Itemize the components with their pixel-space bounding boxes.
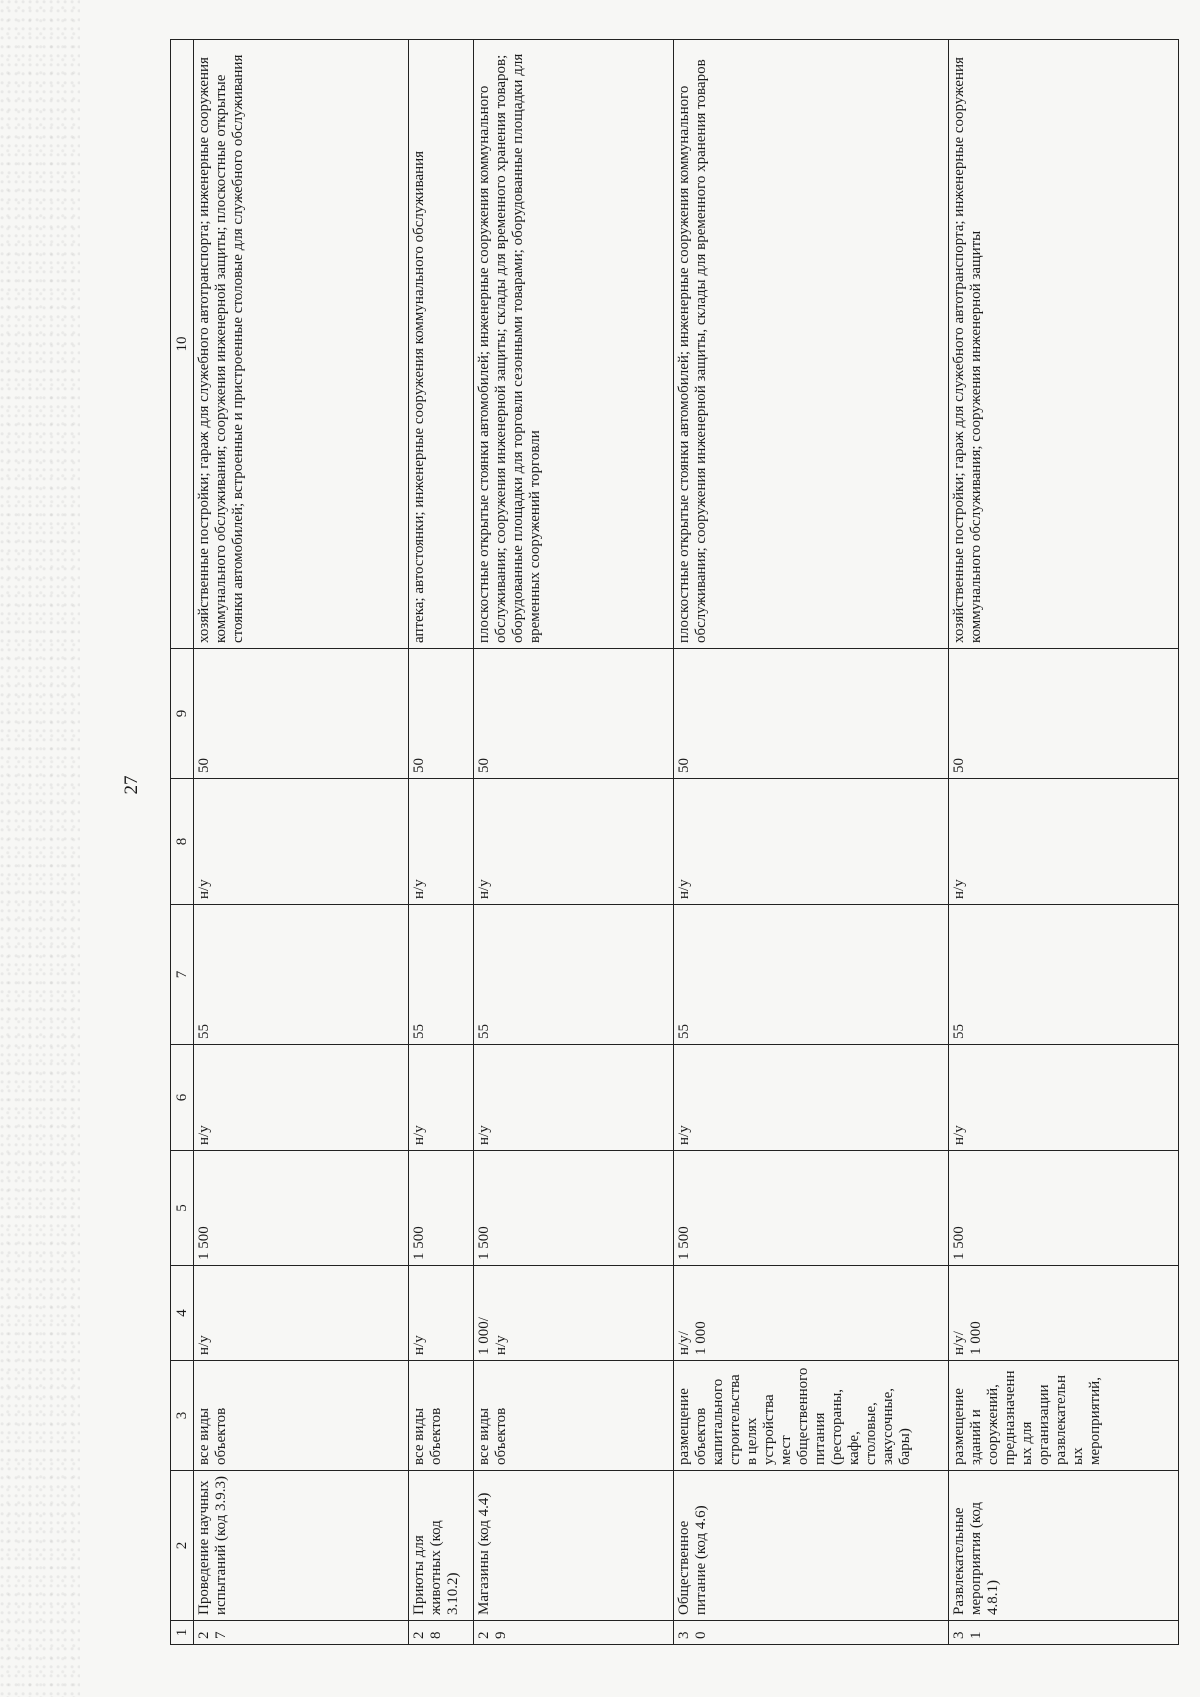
land-use-type: Развлекательные мероприятия (код 4.8.1): [949, 1471, 1179, 1621]
table-row: [194, 40, 409, 1645]
value-col5: 1 500: [409, 1151, 474, 1266]
value-col7: 55: [949, 905, 1179, 1045]
value-col4: н/у/ 1 000: [949, 1266, 1179, 1361]
row-number: 29: [474, 1621, 674, 1645]
rotated-table-container: [170, 40, 1195, 1645]
value-col9: 50: [409, 649, 474, 779]
auxiliary-uses: хозяйственные постройки; гараж для служебного автотранспорта; инженерные сооружения коммунального обслуживания; сооружения инженерной защиты: [949, 40, 1179, 649]
value-col7: 55: [409, 905, 474, 1045]
object-description: размещение объектов капитального строительства в целях устройства мест общественного питания (рестораны, кафе, столовые, закусочные, бары): [674, 1361, 949, 1471]
table-row: [474, 40, 674, 1645]
value-col5: 1 500: [674, 1151, 949, 1266]
value-col8: н/у: [409, 779, 474, 905]
page-number: 27: [121, 775, 142, 795]
row-number: 28: [409, 1621, 474, 1645]
table-row: [409, 40, 474, 1645]
column-header: 10: [171, 40, 194, 649]
row-number: 31: [949, 1621, 1179, 1645]
value-col9: 50: [194, 649, 409, 779]
land-use-table: [170, 39, 1179, 1645]
table-row: [674, 40, 949, 1645]
value-col6: н/у: [674, 1045, 949, 1151]
auxiliary-uses: плоскостные открытые стоянки автомобилей; инженерные сооружения коммунального обслуживания; сооружения инженерной защиты, склады для временного хранения товаров: [674, 40, 949, 649]
value-col9: 50: [949, 649, 1179, 779]
scan-noise: [0, 0, 80, 1697]
column-header: 2: [171, 1471, 194, 1621]
column-header: 3: [171, 1361, 194, 1471]
value-col4: 1 000/ н/у: [474, 1266, 674, 1361]
column-header: 8: [171, 779, 194, 905]
column-header: 4: [171, 1266, 194, 1361]
object-description: все виды объектов: [409, 1361, 474, 1471]
value-col4: н/у: [409, 1266, 474, 1361]
land-use-type: Проведение научных испытаний (код 3.9.3): [194, 1471, 409, 1621]
value-col9: 50: [474, 649, 674, 779]
column-header: 7: [171, 905, 194, 1045]
land-use-type: Общественное питание (код 4.6): [674, 1471, 949, 1621]
value-col4: н/у: [194, 1266, 409, 1361]
value-col9: 50: [674, 649, 949, 779]
value-col8: н/у: [674, 779, 949, 905]
object-description: все виды объектов: [194, 1361, 409, 1471]
value-col7: 55: [474, 905, 674, 1045]
value-col8: н/у: [949, 779, 1179, 905]
header-row: [171, 40, 194, 1645]
value-col5: 1 500: [194, 1151, 409, 1266]
auxiliary-uses: плоскостные открытые стоянки автомобилей; инженерные сооружения коммунального обслуживания; сооружения инженерной защиты; склады для временного хранения товаров; оборудованные площадки для торговли сезонными товарами; оборудованные площадки для временных сооружений торговли: [474, 40, 674, 649]
value-col7: 55: [194, 905, 409, 1045]
value-col4: н/у/ 1 000: [674, 1266, 949, 1361]
row-number: 27: [194, 1621, 409, 1645]
value-col8: н/у: [474, 779, 674, 905]
object-description: размещение зданий и сооружений, предназначенных для организации развлекательных мероприятий,: [949, 1361, 1179, 1471]
value-col6: н/у: [409, 1045, 474, 1151]
column-header: 5: [171, 1151, 194, 1266]
value-col6: н/у: [949, 1045, 1179, 1151]
row-number: 30: [674, 1621, 949, 1645]
column-header: 6: [171, 1045, 194, 1151]
land-use-type: Магазины (код 4.4): [474, 1471, 674, 1621]
object-description: все виды объектов: [474, 1361, 674, 1471]
value-col6: н/у: [194, 1045, 409, 1151]
value-col6: н/у: [474, 1045, 674, 1151]
auxiliary-uses: аптека; автостоянки; инженерные сооружения коммунального обслуживания: [409, 40, 474, 649]
value-col7: 55: [674, 905, 949, 1045]
column-header: 1: [171, 1621, 194, 1645]
land-use-type: Приюты для животных (код 3.10.2): [409, 1471, 474, 1621]
table-row: [949, 40, 1179, 1645]
auxiliary-uses: хозяйственные постройки; гараж для служебного автотранспорта; инженерные сооружения коммунального обслуживания; сооружения инженерной защиты; плоскостные открытые стоянки автомобилей; встроенные и пристроенные столовые для служебного обслуживания: [194, 40, 409, 649]
column-header: 9: [171, 649, 194, 779]
value-col5: 1 500: [949, 1151, 1179, 1266]
value-col8: н/у: [194, 779, 409, 905]
value-col5: 1 500: [474, 1151, 674, 1266]
